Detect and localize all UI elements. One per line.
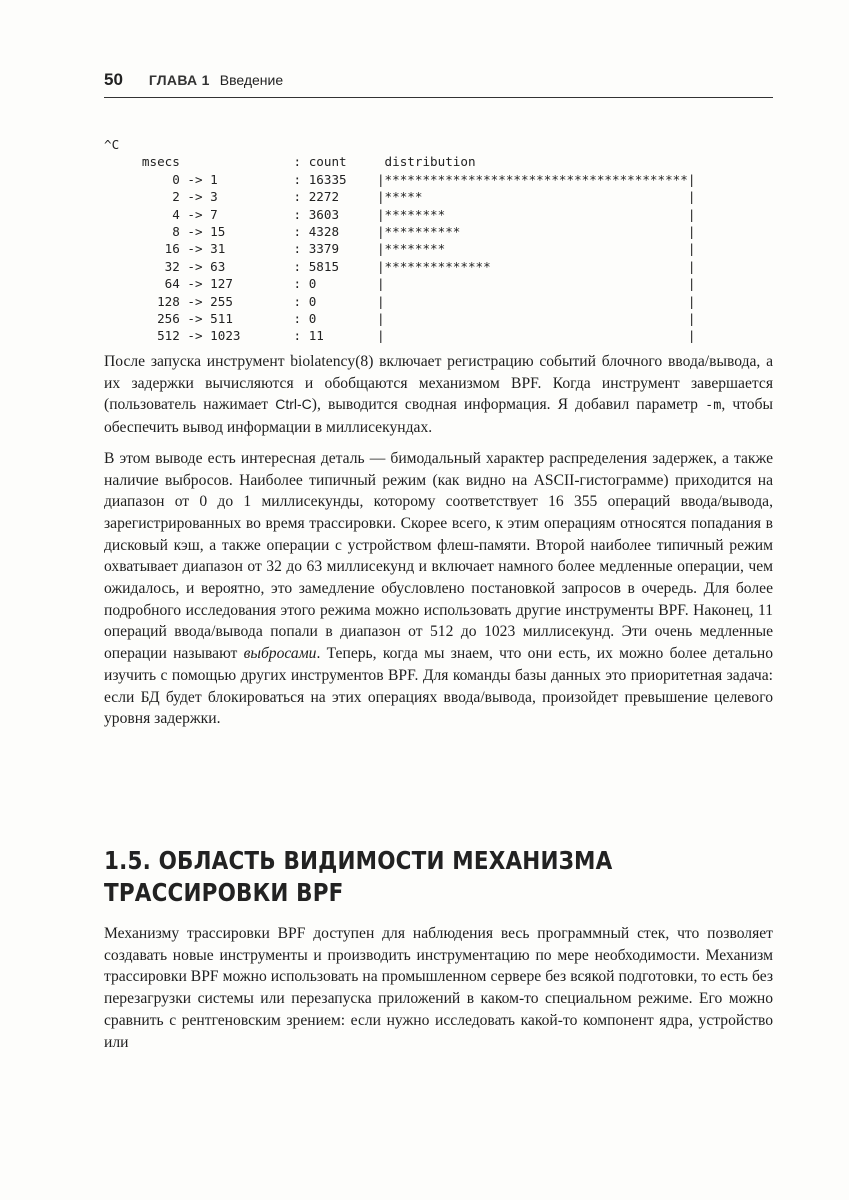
code-line: msecs : count distribution xyxy=(104,154,476,170)
code-line: 256 -> 511 : 0 | | xyxy=(104,310,696,326)
page-number: 50 xyxy=(104,70,123,89)
key-combo: Ctrl-C xyxy=(275,396,312,413)
code-line: 4 -> 7 : 3603 |******** | xyxy=(104,206,696,222)
chapter-label: ГЛАВА 1 xyxy=(148,72,210,88)
code-line: 8 -> 15 : 4328 |********** | xyxy=(104,223,696,239)
option-flag: -m xyxy=(705,397,722,414)
paragraph-biolatency: После запуска инструмент biolatency(8) включает регистрацию событий блочного ввода/вывода, а их задержки вычисляются и обобщаются механизмом BPF. Когда инструмент завершается (пользователь нажимает Ctrl-C), выводится сводная информация. Я добавил параметр -m, чтобы обеспечить вывод информации в миллисекундах. xyxy=(104,353,774,437)
running-header xyxy=(104,70,773,90)
code-line: ^C xyxy=(104,137,120,152)
emphasis-term: выбросами xyxy=(243,645,317,663)
code-line: 16 -> 31 : 3379 |******** | xyxy=(104,241,696,257)
chapter-title: Введение xyxy=(219,72,284,88)
paragraph-bimodal: В этом выводе есть интересная деталь — бимодальный характер распределения задержек, а также наличие выбросов. Наиболее типичный режим (как видно на ASCII-гистограмме) приходится на диапазон от 0 до 1 миллисекунды, которому соответствует 16 355 операций ввода/вывода, зарегистрированных во время трассировки. Скорее всего, к этим операциям относятся попадания в дисковый кэш, а также операции с устройством флеш-памяти. Второй наиболее типичный режим охватывает диапазон от 32 до 63 миллисекунд и включает намного более медленные операции, чем ожидалось, и вероятно, это замедление обусловлено постановкой запросов в очередь. Для более подробного исследования этого режима можно использовать другие инструменты BPF. Наконец, 11 операций ввода/вывода попали в диапазон от 512 до 1023 миллисекунд. Эти очень медленные операции называют выбросами. Теперь, когда мы знаем, что они есть, их можно более детально изучить с помощью других инструментов BPF. Для команды базы данных это приоритетная задача: если БД будет блокироваться на этих операциях ввода/вывода, произойдет превышение целевого уровня задержки. xyxy=(104,449,774,728)
code-line: 64 -> 127 : 0 | | xyxy=(104,276,696,292)
body-text-bottom xyxy=(104,923,773,1062)
header-rule xyxy=(104,97,773,98)
code-block xyxy=(104,136,695,345)
body-text-top xyxy=(104,351,773,739)
code-line: 512 -> 1023 : 11 | | xyxy=(104,328,696,344)
code-line: 128 -> 255 : 0 | | xyxy=(104,293,696,309)
paragraph-scope: Механизму трассировки BPF доступен для наблюдения весь программный стек, что позволяет создавать новые инструменты и производить инструментацию по мере необходимости. Механизм трассировки BPF можно использовать на промышленном сервере без всякой подготовки, то есть без перезагрузки системы или перезапуска приложений в каком-то специальном режиме. Его можно сравнить с рентгеновским зрением: если нужно исследовать какой-то компонент ядра, устройство или xyxy=(104,925,773,1051)
code-line: 32 -> 63 : 5815 |************** | xyxy=(104,258,696,274)
section-heading: 1.5. ОБЛАСТЬ ВИДИМОСТИ МЕХАНИЗМА ТРАССИРОВКИ BPF xyxy=(104,846,613,907)
code-line: 0 -> 1 : 16335 |****************************************| xyxy=(104,171,696,187)
code-line: 2 -> 3 : 2272 |***** | xyxy=(104,189,696,205)
